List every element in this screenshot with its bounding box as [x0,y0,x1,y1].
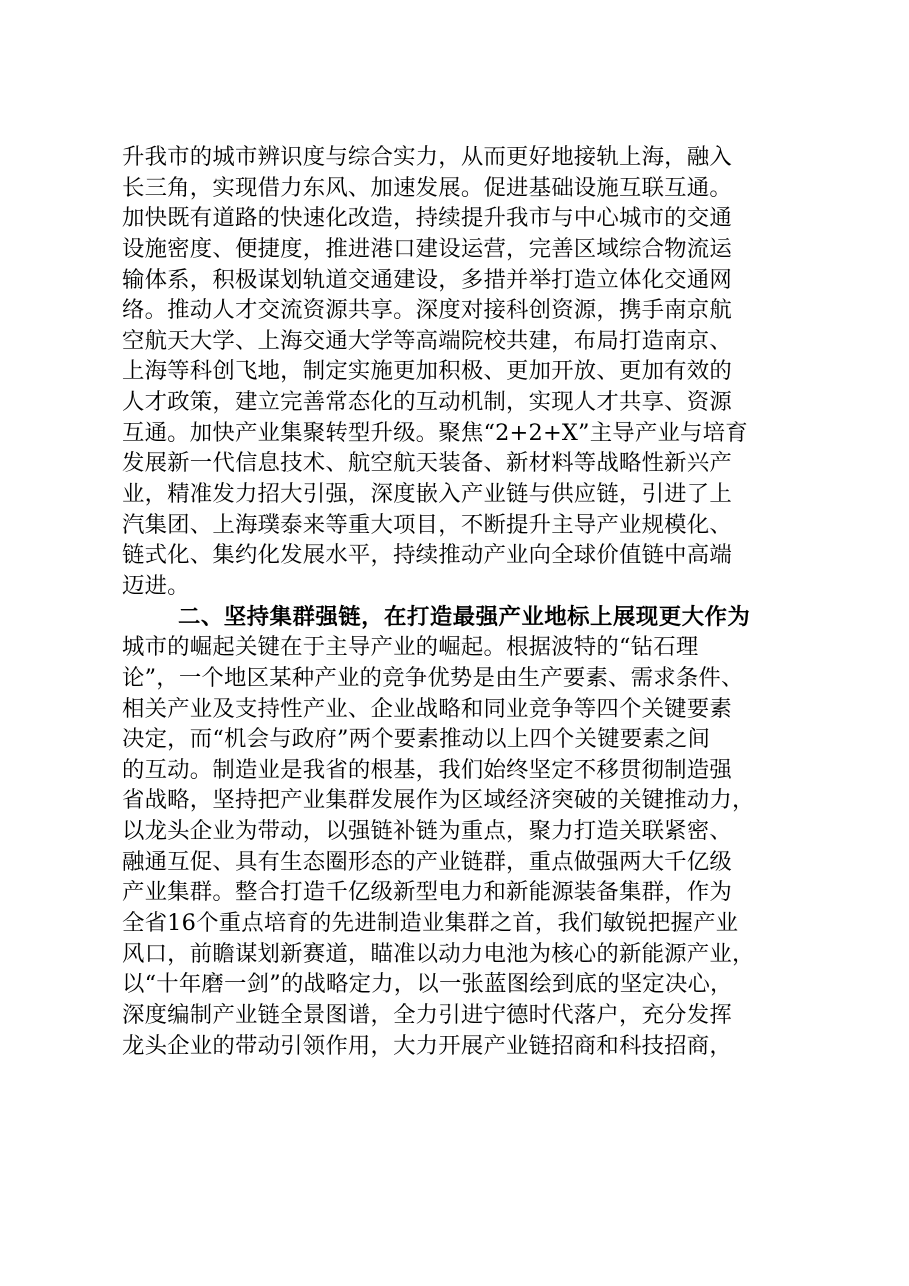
paragraph-continued [122,142,800,602]
text-line: 输体系，积极谋划轨道交通建设，多措并举打造立体化交通网 [122,266,732,293]
text-line: 论”，一个地区某种产业的竞争优势是由生产要素、需求条件、 [122,664,744,691]
text-line: 以“十年磨一剑”的战略定力，以一张蓝图绘到底的坚定决心， [122,971,733,998]
text-line: 人才政策，建立完善常态化的互动机制，实现人才共享、资源 [122,389,732,416]
text-line: 决定，而“机会与政府”两个要素推动以上四个关键要素之间 [122,726,711,753]
text-line: 龙头企业的带动引领作用，大力开展产业链招商和科技招商， [122,1032,732,1059]
text-line: 升我市的城市辨识度与综合实力，从而更好地接轨上海，融入 [122,144,732,170]
text-line: 设施密度、便捷度，推进港口建设运营，完善区域综合物流运 [122,235,732,262]
text-line: 融通互促、具有生态圈形态的产业链群，重点做强两大千亿级 [122,848,732,875]
section-heading: 二、坚持集群强链，在打造最强产业地标上展现更大作为 [178,603,751,630]
text-line: 迈进。 [122,572,190,599]
paragraph-section-two [122,632,800,1061]
text-line: 链式化、集约化发展水平，持续推动产业向全球价值链中高端 [122,542,732,569]
text-line: 上海等科创飞地，制定实施更加积极、更加开放、更加有效的 [122,358,732,385]
text-line: 城市的崛起关键在于主导产业的崛起。根据波特的“钻石理 [122,634,699,661]
text-line: 加快既有道路的快速化改造，持续提升我市与中心城市的交通 [122,205,732,232]
text-line: 相关产业及支持性产业、企业战略和同业竞争等四个关键要素 [122,695,732,722]
text-line: 长三角，实现借力东风、加速发展。促进基础设施互联互通。 [122,174,732,201]
text-line: 风口，前瞻谋划新赛道，瞄准以动力电池为核心的新能源产业， [122,940,755,967]
text-line: 的互动。制造业是我省的根基，我们始终坚定不移贯彻制造强 [122,756,732,783]
text-line: 产业集群。整合打造千亿级新型电力和新能源装备集群，作为 [122,879,732,906]
text-line: 深度编制产业链全景图谱，全力引进宁德时代落户，充分发挥 [122,1001,732,1028]
text-line: 空航天大学、上海交通大学等高端院校共建，布局打造南京、 [122,327,732,354]
text-line: 全省16个重点培育的先进制造业集群之首，我们敏锐把握产业 [122,910,739,937]
text-line: 发展新一代信息技术、航空航天装备、新材料等战略性新兴产 [122,450,732,477]
text-line: 以龙头企业为带动，以强链补链为重点，聚力打造关联紧密、 [122,818,732,845]
text-line: 业，精准发力招大引强，深度嵌入产业链与供应链，引进了上 [122,481,732,508]
text-line: 互通。加快产业集聚转型升级。聚焦“2+2+X”主导产业与培育 [122,419,748,446]
text-line: 汽集团、上海璞泰来等重大项目，不断提升主导产业规模化、 [122,511,732,538]
document-page [122,142,800,1061]
text-line: 络。推动人才交流资源共享。深度对接科创资源，携手南京航 [122,297,732,324]
text-line: 省战略，坚持把产业集群发展作为区域经济突破的关键推动力， [122,787,755,814]
